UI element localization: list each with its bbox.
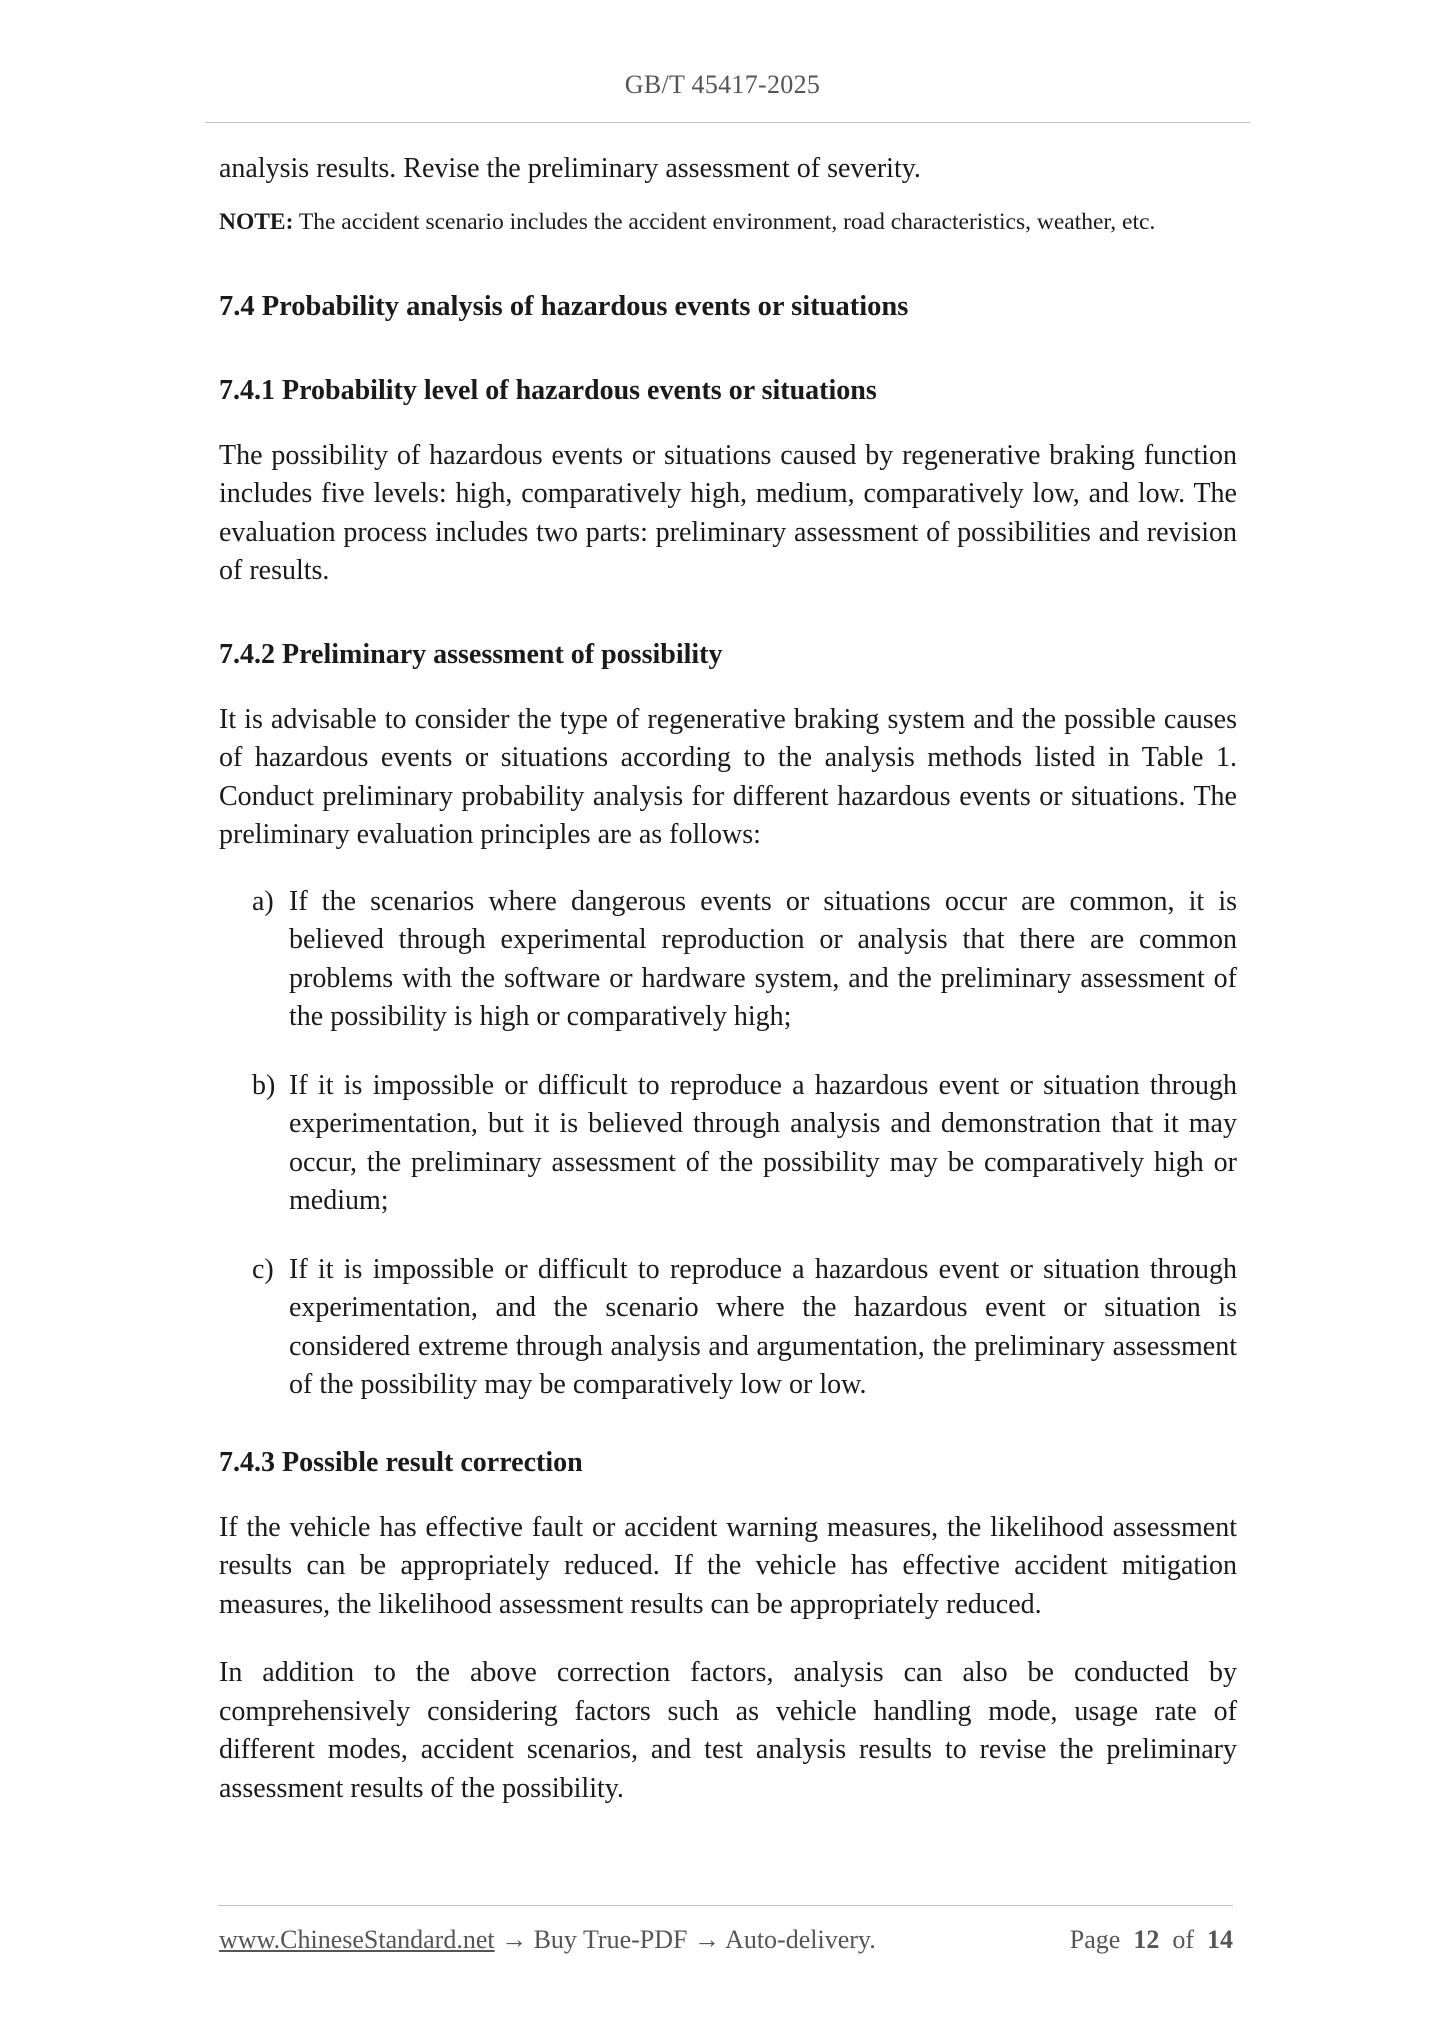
document-code-header: GB/T 45417-2025 [624,70,821,99]
chinese-standard-link[interactable]: www.ChineseStandard.net [219,1925,495,1954]
list-item [219,1067,1237,1221]
list-marker: c) [252,1253,274,1285]
note-text: The accident scenario includes the accident environment, road characteristics, weather, etc. [293,208,1156,235]
header-divider [205,122,1250,123]
intro-paragraph: analysis results. Revise the preliminary assessment of severity. [219,153,921,184]
page-label: Page [1069,1925,1121,1954]
page-of-label: of [1172,1925,1194,1954]
paragraph-7-4-1: The possibility of hazardous events or situations caused by regenerative braking function includes five levels: high, comparatively high, medium, comparatively low, and low. The evaluation process includes two parts: preliminary assessment of possibilities and revision of results. [219,439,1237,586]
section-heading-7-4-2: 7.4.2 Preliminary assessment of possibility [219,638,723,670]
list-item [219,883,1237,1037]
paragraph-7-4-2: It is advisable to consider the type of regenerative braking system and the possible causes of hazardous events or situations according to the analysis methods listed in Table 1. Conduct preliminary probability analysis for different hazardous events or situations. The preliminary evaluation principles are as follows: [219,703,1237,850]
footer-promo [219,1925,876,1955]
list-item-text: If it is impossible or difficult to reproduce a hazardous event or situation through experimentation, and the scenario where the hazardous event or situation is considered extreme through analysis and argumentation, the preliminary assessment of the possibility may be comparatively low or low. [289,1253,1237,1400]
page-footer [219,1925,1233,1955]
section-heading-7-4: 7.4 Probability analysis of hazardous events or situations [219,290,909,322]
paragraph-7-4-3-a: If the vehicle has effective fault or accident warning measures, the likelihood assessment results can be appropriately reduced. If the vehicle has effective accident mitigation measures, the likelihood assessment results can be appropriately reduced. [219,1511,1237,1620]
list-item-text: If it is impossible or difficult to reproduce a hazardous event or situation through experimentation, but it is believed through analysis and demonstration that it may occur, the preliminary assessment of the possibility may be comparatively high or medium; [289,1069,1237,1216]
page-number [1070,1925,1233,1955]
section-heading-7-4-1: 7.4.1 Probability level of hazardous events or situations [219,374,877,406]
list-item-text: If the scenarios where dangerous events or situations occur are common, it is believed through experimental reproduction or analysis that there are common problems with the software or hardware system, and the preliminary assessment of the possibility is high or comparatively high; [289,885,1237,1032]
note-label: NOTE: [219,208,294,235]
evaluation-principles-list [219,883,1237,1405]
note-paragraph [219,205,1237,239]
paragraph-7-4-3-b: In addition to the above correction factors, analysis can also be conducted by comprehensively considering factors such as vehicle handling mode, usage rate of different modes, accident scenarios, and test analysis results to revise the preliminary assessment results of the possibility. [219,1657,1237,1804]
list-marker: a) [252,885,274,917]
list-marker: b) [252,1069,276,1101]
list-item [219,1251,1237,1405]
page-total: 14 [1207,1925,1233,1954]
footer-promo-text: → Buy True-PDF → Auto-delivery. [494,1925,876,1954]
page-content [219,150,1237,1808]
footer-divider [218,1905,1233,1906]
section-heading-7-4-3: 7.4.3 Possible result correction [219,1446,583,1478]
page-current: 12 [1133,1925,1160,1954]
